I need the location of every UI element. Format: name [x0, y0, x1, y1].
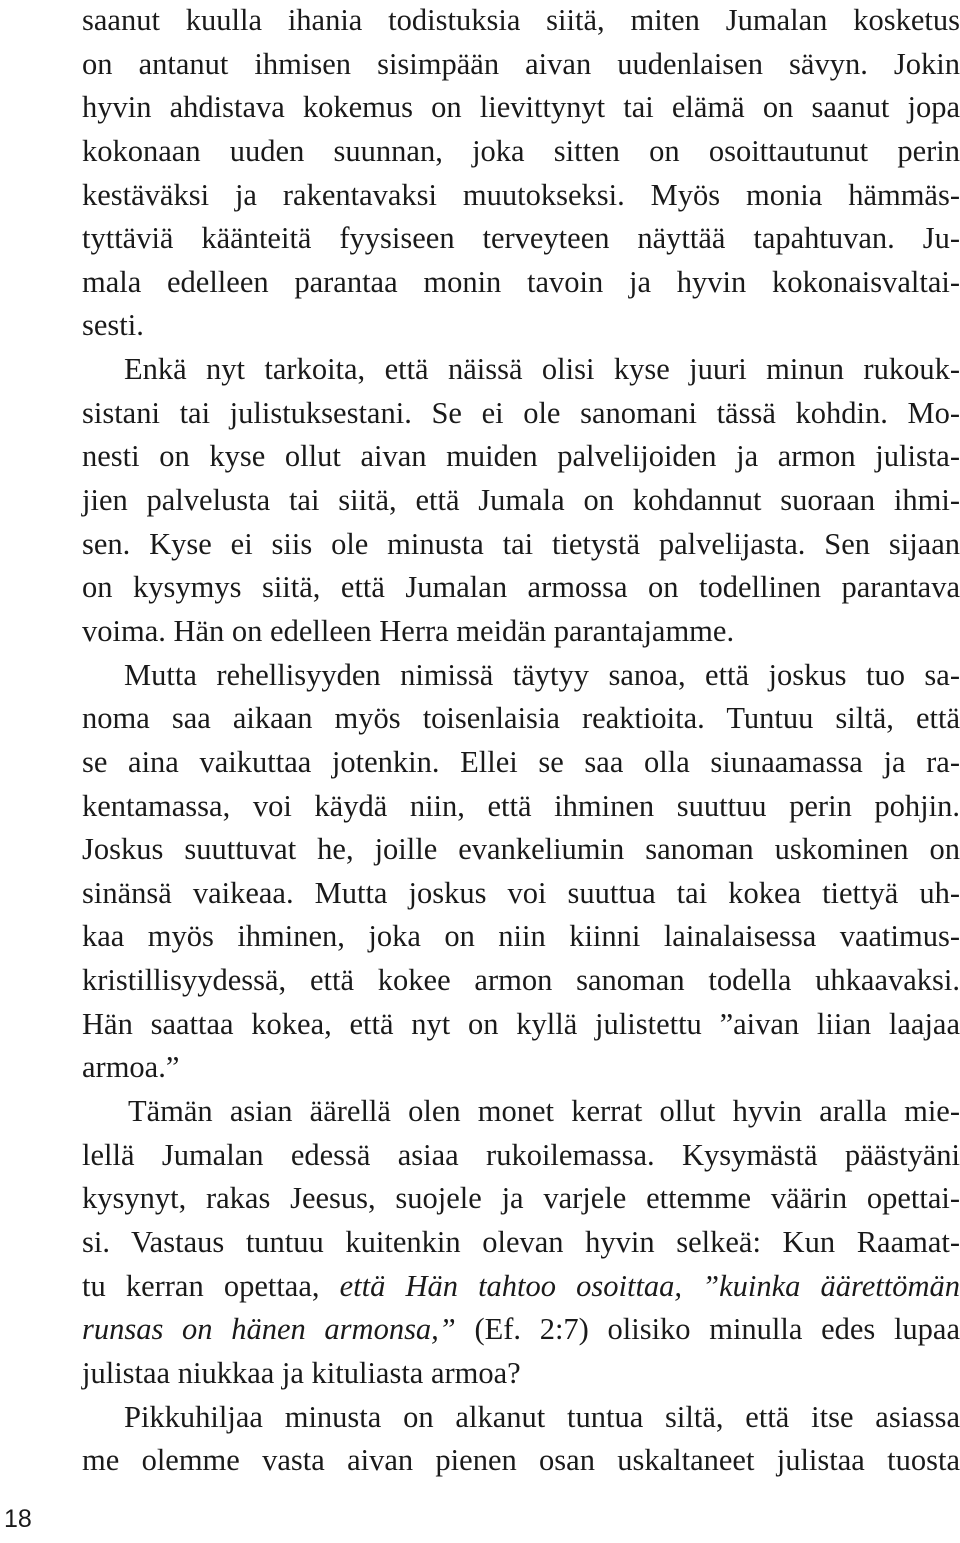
text-line: voima. Hän on edelleen Herra meidän parantajamme.: [82, 613, 735, 648]
paragraph-first-line: Enkä nyt tarkoita, että näissä olisi kyse juuri minun rukouk-: [124, 352, 960, 387]
paragraph-first-line: Tämän asian äärellä olen monet kerrat ollut hyvin aralla mie-: [128, 1094, 960, 1129]
text-line: kristillisyydessä, että kokee armon sanoman todella uhkaavaksi.: [82, 963, 960, 998]
text-line: kestäväksi ja rakentavaksi muutokseksi. Myös monia hämmäs-: [82, 177, 960, 212]
document-page: [82, 0, 960, 1483]
paragraph-first-line: Mutta rehellisyyden nimissä täytyy sanoa, että joskus tuo sa-: [124, 657, 960, 692]
text-line: saanut kuulla ihania todistuksia siitä, miten Jumalan kosketus: [82, 3, 960, 37]
text-run: (Ef. 2:7) olisiko minulla edes lupaa: [455, 1312, 960, 1347]
text-line: Hän saattaa kokea, että nyt on kyllä julistettu ”aivan liian laajaa: [82, 1006, 960, 1041]
text-line: mala edelleen parantaa monin tavoin ja hyvin kokonaisvaltai-: [82, 264, 960, 299]
text-line: sinänsä vaikeaa. Mutta joskus voi suuttua tai kokea tiettyä uh-: [82, 875, 960, 910]
text-line: on kysymys siitä, että Jumalan armossa on todellinen parantava: [82, 570, 960, 605]
text-line: armoa.”: [82, 1050, 180, 1085]
italic-quote: runsas on hänen armonsa,”: [82, 1312, 456, 1347]
paragraph-first-line: Pikkuhiljaa minusta on alkanut tuntua siltä, että itse asiassa: [124, 1399, 960, 1434]
page-number: 18: [4, 1505, 32, 1533]
text-line: sistani tai julistuksestani. Se ei ole sanomani tässä kohdin. Mo-: [82, 395, 960, 430]
text-line: Joskus suuttuvat he, joille evankeliumin sanoman uskominen on: [82, 832, 960, 867]
text-run: tu kerran opettaa,: [82, 1268, 340, 1303]
text-line: nesti on kyse ollut aivan muiden palvelijoiden ja armon julista-: [82, 439, 960, 474]
text-line: kaa myös ihminen, joka on niin kiinni lainalaisessa vaatimus-: [82, 919, 960, 954]
text-line: kysynyt, rakas Jeesus, suojele ja varjele ettemme väärin opettai-: [82, 1181, 960, 1216]
text-line-mixed: [82, 1265, 960, 1309]
text-line: kentamassa, voi käydä niin, että ihminen suuttuu perin pohjin.: [82, 788, 960, 823]
text-line: se aina vaikuttaa jotenkin. Ellei se saa olla siunaamassa ja ra-: [82, 744, 960, 779]
text-line: tyttäviä käänteitä fyysiseen terveyteen näyttää tapahtuvan. Ju-: [82, 221, 960, 256]
text-line: me olemme vasta aivan pienen osan uskaltaneet julistaa tuosta: [82, 1443, 960, 1478]
text-line: jien palvelusta tai siitä, että Jumala on kohdannut suoraan ihmi-: [82, 483, 960, 518]
text-line-mixed: [82, 1308, 960, 1352]
text-line: on antanut ihmisen sisimpään aivan uudenlaisen sävyn. Jokin: [82, 46, 960, 81]
italic-quote: että Hän tahtoo osoittaa, ”kuinka äärettömän: [339, 1268, 960, 1303]
text-line: kokonaan uuden suunnan, joka sitten on osoittautunut perin: [82, 133, 960, 168]
text-line: sesti.: [82, 308, 144, 343]
text-line: hyvin ahdistava kokemus on lievittynyt tai elämä on saanut jopa: [82, 90, 960, 125]
text-line: si. Vastaus tuntuu kuitenkin olevan hyvin selkeä: Kun Raamat-: [82, 1224, 960, 1259]
text-line: julistaa niukkaa ja kituliasta armoa?: [82, 1355, 521, 1390]
text-line: lellä Jumalan edessä asiaa rukoilemassa. Kysymästä päästyäni: [82, 1137, 960, 1172]
text-line: noma saa aikaan myös toisenlaisia reaktioita. Tuntuu siltä, että: [82, 701, 960, 736]
text-line: sen. Kyse ei siis ole minusta tai tietystä palvelijasta. Sen sijaan: [82, 526, 960, 561]
